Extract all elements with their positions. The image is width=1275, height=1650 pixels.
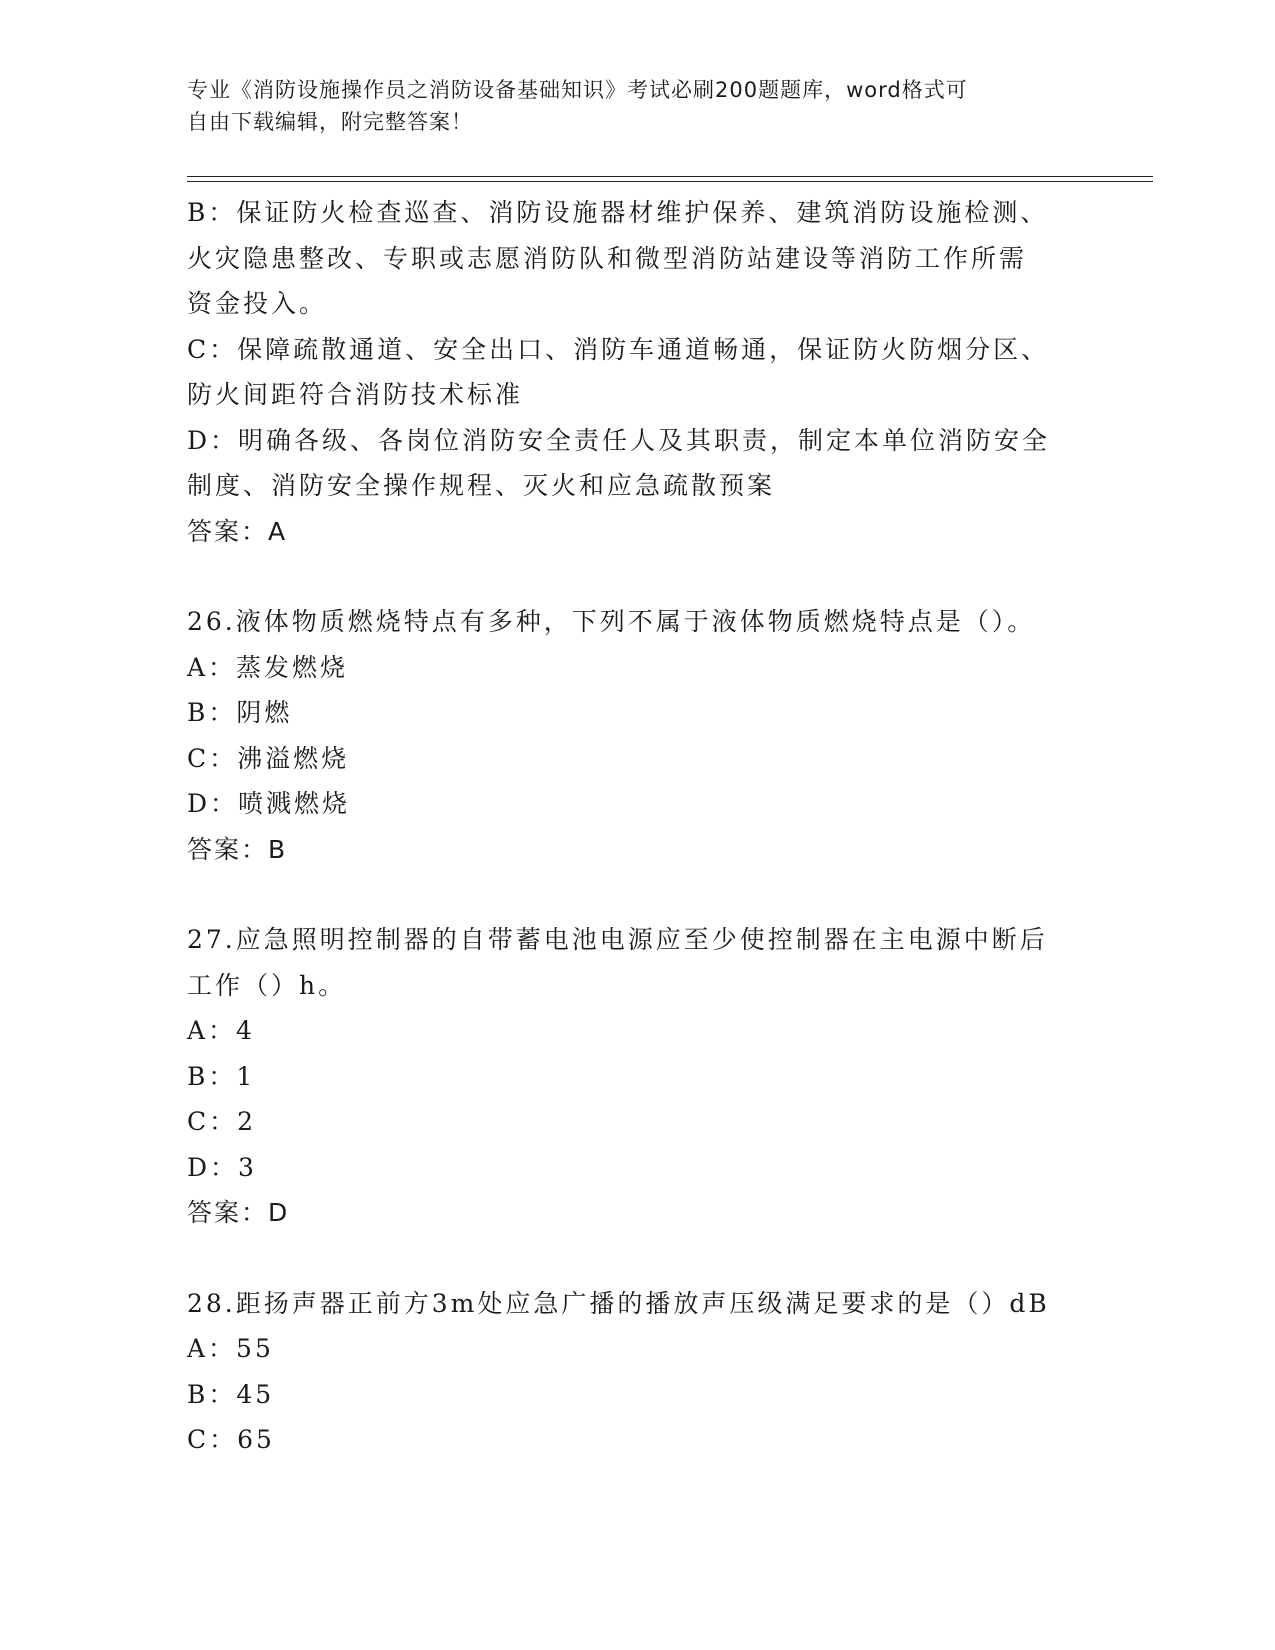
option-b: B：阴燃 bbox=[187, 698, 293, 727]
answer-line: 答案：D bbox=[187, 1198, 290, 1227]
spacer bbox=[187, 872, 1077, 917]
question-26 bbox=[187, 599, 1077, 872]
option-a: A：55 bbox=[187, 1334, 274, 1363]
option-a: A：蒸发燃烧 bbox=[187, 652, 349, 682]
option-c: C：沸溢燃烧 bbox=[187, 743, 350, 773]
prev-question bbox=[187, 190, 1077, 554]
question-stem: 工作（）h。 bbox=[187, 970, 347, 1000]
option-b: B：1 bbox=[187, 1061, 256, 1091]
spacer bbox=[187, 1236, 1077, 1281]
question-stem: 28.距扬声器正前方3m处应急广播的播放声压级满足要求的是（）dB bbox=[187, 1288, 1050, 1318]
header-divider-bottom bbox=[187, 181, 1153, 182]
header-line-1: 专业《消防设施操作员之消防设备基础知识》考试必刷200题题库，word格式可 bbox=[187, 78, 968, 102]
option-b-line: 资金投入。 bbox=[187, 289, 328, 318]
option-c-line: C：保障疏散通道、安全出口、消防车通道畅通，保证防火防烟分区、 bbox=[187, 334, 1050, 364]
spacer bbox=[187, 554, 1077, 599]
option-d-line: D：明确各级、各岗位消防安全责任人及其职责，制定本单位消防安全 bbox=[187, 425, 1051, 455]
option-d: D：3 bbox=[187, 1152, 257, 1182]
answer-line: 答案：B bbox=[187, 834, 288, 864]
header-line-2: 自由下载编辑，附完整答案！ bbox=[187, 110, 473, 134]
option-b-line: B：保证防火检查巡查、消防设施器材维护保养、建筑消防设施检测、 bbox=[187, 198, 1049, 227]
option-b: B：45 bbox=[187, 1379, 275, 1409]
header-divider-top bbox=[187, 176, 1153, 177]
document-header bbox=[187, 74, 1087, 138]
question-stem: 27.应急照明控制器的自带蓄电池电源应至少使控制器在主电源中断后 bbox=[187, 925, 1048, 954]
question-27 bbox=[187, 917, 1077, 1236]
option-b-line: 火灾隐患整改、专职或志愿消防队和微型消防站建设等消防工作所需 bbox=[187, 243, 1028, 273]
question-28 bbox=[187, 1281, 1077, 1463]
option-c: C：65 bbox=[187, 1425, 275, 1454]
answer-line: 答案：A bbox=[187, 516, 288, 546]
question-content bbox=[187, 190, 1077, 1463]
option-d: D：喷溅燃烧 bbox=[187, 789, 351, 818]
option-c-line: 防火间距符合消防技术标准 bbox=[187, 380, 524, 409]
option-a: A：4 bbox=[187, 1016, 255, 1045]
option-c: C：2 bbox=[187, 1107, 257, 1136]
question-stem: 26.液体物质燃烧特点有多种，下列不属于液体物质燃烧特点是（）。 bbox=[187, 607, 1036, 636]
option-d-line: 制度、消防安全操作规程、灭火和应急疏散预案 bbox=[187, 471, 776, 500]
